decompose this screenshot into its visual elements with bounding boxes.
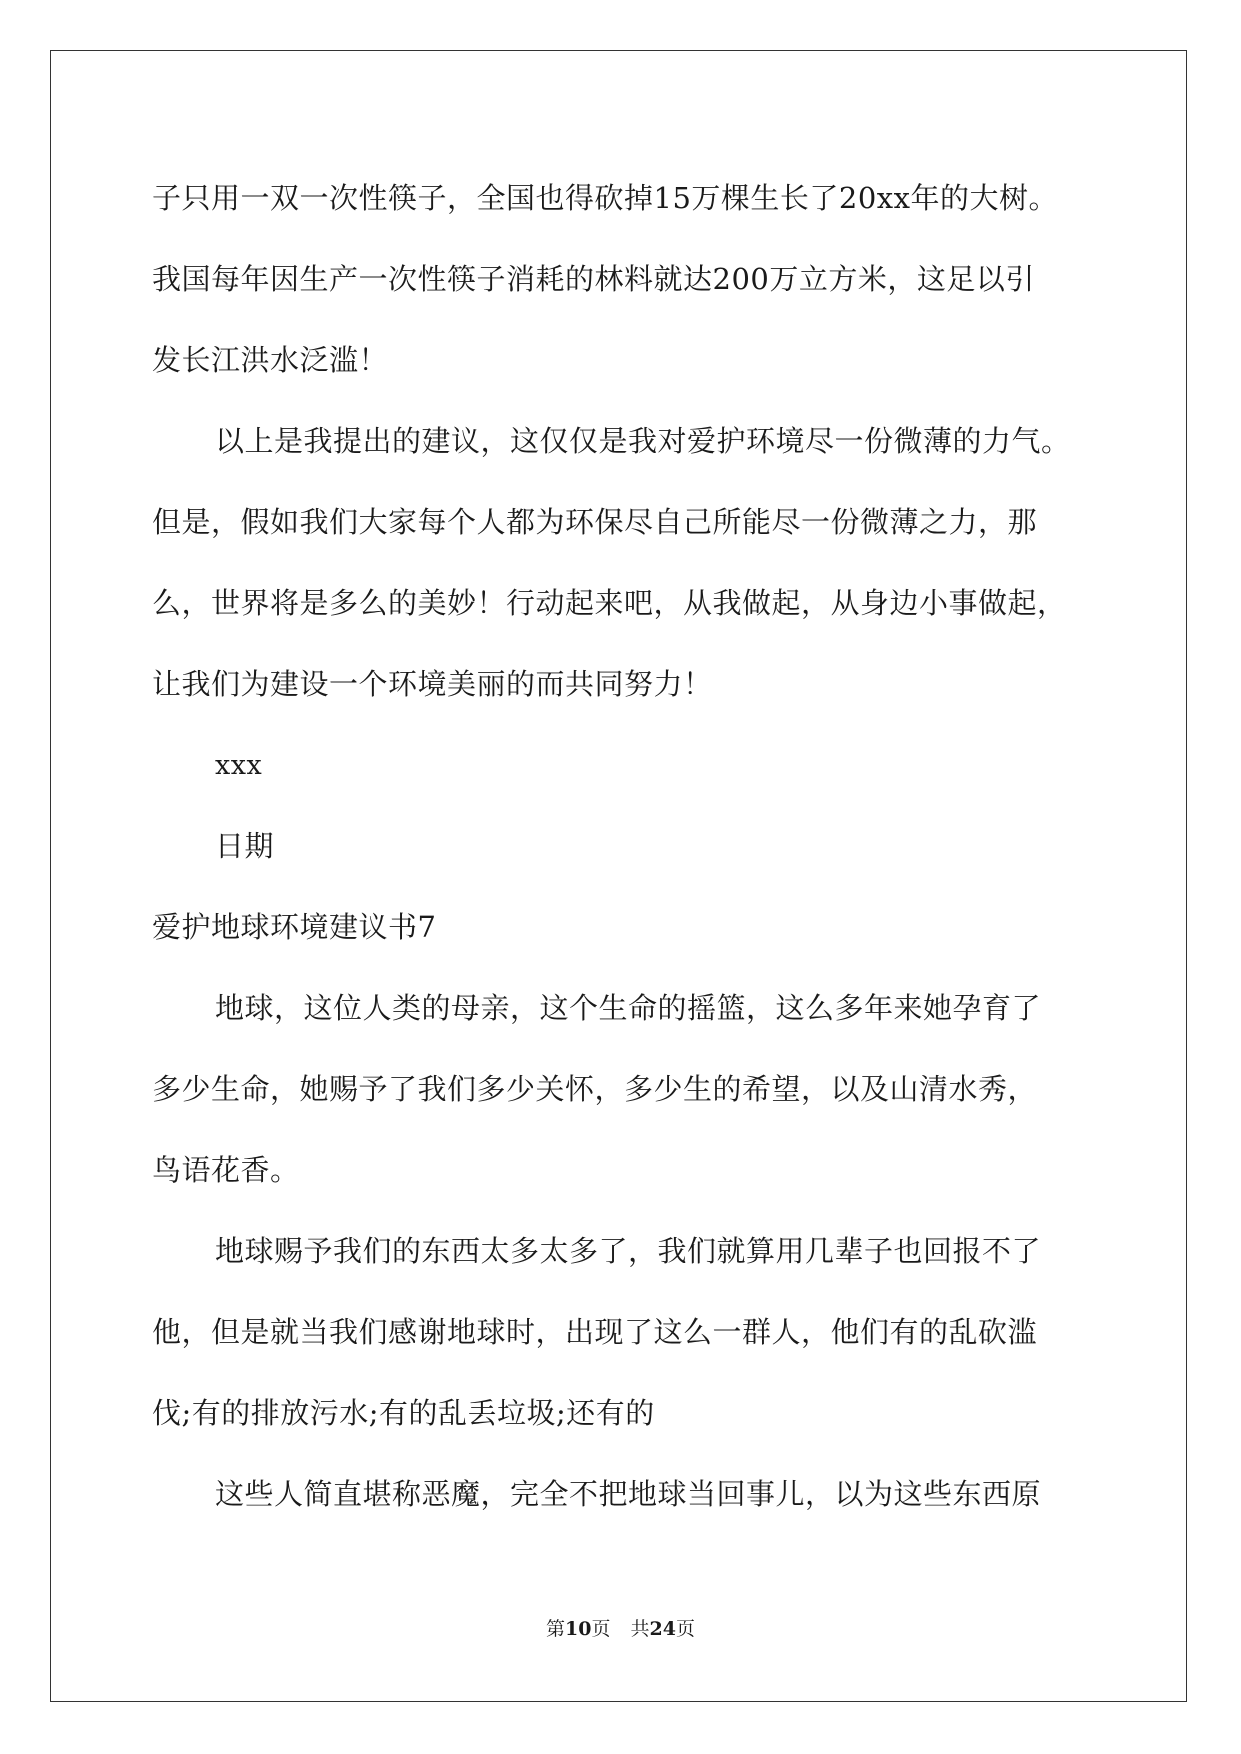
total-unit: 页	[675, 1618, 695, 1640]
signature-date: 日期	[215, 829, 275, 863]
text-line: 多少生命，她赐予了我们多少关怀，多少生的希望，以及山清水秀，	[152, 1072, 1038, 1106]
paragraph-start-line: 地球，这位人类的母亲，这个生命的摇篮，这么多年来她孕育了	[215, 991, 1042, 1025]
current-page-number: 10	[565, 1618, 592, 1640]
paragraph-start-line: 以上是我提出的建议，这仅仅是我对爱护环境尽一份微薄的力气。	[215, 424, 1071, 458]
text-line: 我国每年因生产一次性筷子消耗的林料就达200万立方米，这足以引	[152, 262, 1035, 296]
text-line: 他，但是就当我们感谢地球时，出现了这么一群人，他们有的乱砍滥	[152, 1315, 1038, 1349]
text-line: 子只用一双一次性筷子，全国也得砍掉15万棵生长了20xx年的大树。	[152, 181, 1059, 215]
document-body	[152, 158, 1092, 1535]
paragraph-start-line: 地球赐予我们的东西太多太多了，我们就算用几辈子也回报不了	[215, 1234, 1042, 1268]
total-prefix: 共	[630, 1618, 650, 1640]
page-prefix: 第	[546, 1618, 566, 1640]
page-unit: 页	[591, 1618, 611, 1640]
total-page-count: 24	[649, 1618, 676, 1640]
text-line: 伐;有的排放污水;有的乱丢垃圾;还有的	[152, 1396, 655, 1430]
text-line: 发长江洪水泛滥！	[152, 343, 389, 377]
text-line: 让我们为建设一个环境美丽的而共同努力！	[152, 667, 713, 701]
signature-name: xxx	[215, 750, 263, 781]
page-footer	[0, 1617, 1241, 1641]
paragraph-start-line: 这些人简直堪称恶魔，完全不把地球当回事儿，以为这些东西原	[215, 1477, 1042, 1511]
text-line: 么，世界将是多么的美妙！行动起来吧，从我做起，从身边小事做起，	[152, 586, 1067, 620]
text-line: 鸟语花香。	[152, 1153, 300, 1187]
section-title: 爱护地球环境建议书7	[152, 910, 437, 944]
text-line: 但是，假如我们大家每个人都为环保尽自己所能尽一份微薄之力，那	[152, 505, 1038, 539]
